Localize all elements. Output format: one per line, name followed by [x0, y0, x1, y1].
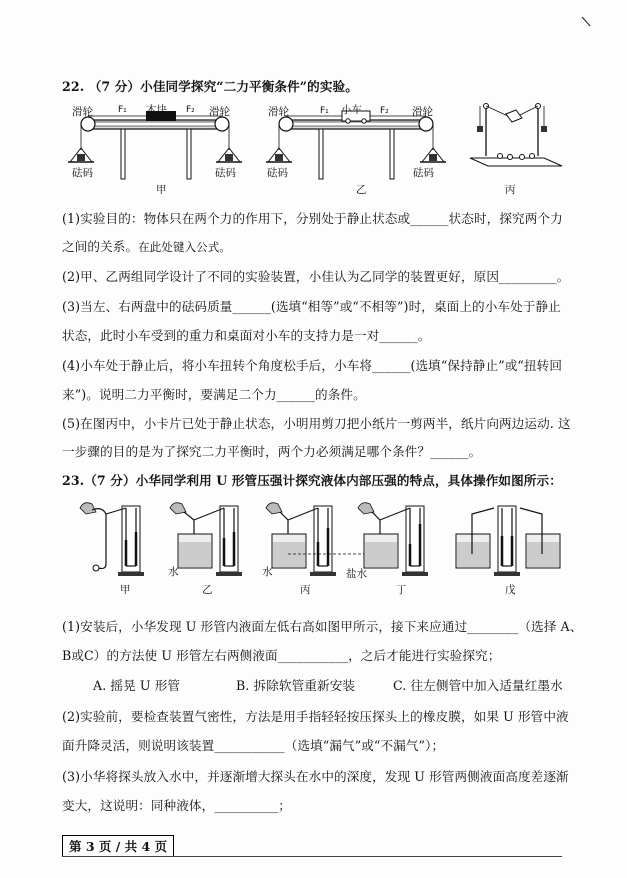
jia-right-pulley-label: 滑轮 [209, 106, 230, 118]
yi-right-weight-label: 砝码 [413, 167, 434, 179]
jia-f2-label: F₂ [186, 105, 195, 115]
q22-part5-line1: (5)在图丙中，小卡片已处于静止状态，小明用剪刀把小纸片一剪两半，纸片向两边运动. 这 [62, 416, 571, 431]
q23-part2-line2: 面升降灵活，则说明该装置___________（选填“漏气”或“不漏气”）； [62, 738, 445, 753]
jia-right-weight-label: 砝码 [215, 167, 236, 179]
yi-left-pulley-label: 滑轮 [268, 106, 289, 118]
bing-caption: 丙 [505, 184, 516, 196]
jia-caption: 甲 [156, 184, 167, 196]
q23-option-a: A. 摇晃 U 形管 [93, 678, 181, 693]
yi-f1-label: F₁ [320, 106, 329, 116]
q22-part2: (2)甲、乙两组同学设计了不同的实验装置，小佳认为乙同学的装置更好，原因_________。 [62, 269, 570, 284]
q22-figure-bing [466, 96, 566, 176]
q22-part5-line2: 一步骤的目的是为了探究二力平衡时，两个力必须满足哪个条件？______。 [62, 444, 482, 459]
q23-figures [62, 494, 572, 584]
q23-part2-line1: (2)实验前，要检查装置气密性，方法是用手指轻轻按压探头上的橡皮膜，如果 U 形管中液 [62, 709, 569, 724]
yi-f2-label: F₂ [380, 106, 389, 116]
q23-caption-wu: 戊 [505, 584, 516, 596]
jia-left-pulley-label: 滑轮 [72, 106, 93, 118]
q23-part1-line1: (1)安装后，小华发现 U 形管内液面左低右高如图甲所示，接下来应通过________（选择 A、 [62, 619, 583, 634]
q22-part3-line2: 状态，此时小车受到的重力和桌面对小车的支持力是一对______。 [62, 328, 431, 343]
q23-bing-liquid-label: 水 [262, 566, 273, 578]
q22-part1-line1: (1)实验目的：物体只在两个力的作用下，分别处于静止状态或______状态时，探究两个力 [62, 211, 563, 226]
formula-placeholder: 在此处键入公式。 [138, 240, 231, 254]
q23-caption-bing: 丙 [300, 584, 311, 596]
q22-part1-line2-text: 之间的关系。 [62, 239, 139, 254]
q23-caption-yi: 乙 [202, 584, 213, 596]
q22-part4-line1: (4)小车处于静止后，将小车扭转个角度松手后，小车将______(选填“保持静止”或“扭转回 [62, 358, 563, 373]
q23-part1-line2: B或C）的方法使 U 形管左右两侧液面___________，之后才能进行实验探究； [62, 648, 501, 663]
jia-block-label: 木块 [146, 104, 167, 116]
u-tube-yi [170, 503, 242, 576]
u-tube-ding [358, 503, 428, 576]
q22-part1-line2 [62, 236, 231, 255]
q22-part4-line2: 来”)。说明二力平衡时，要满足二个力______的条件。 [62, 387, 366, 402]
yi-cart-label: 小车 [341, 104, 362, 116]
footer-divider [62, 856, 562, 857]
corner-mark: \ [581, 13, 593, 31]
u-tube-jia [80, 503, 144, 576]
q22-heading: 22. （7 分）小佳同学探究“二力平衡条件”的实验。 [62, 79, 358, 94]
q23-heading: 23.（7 分）小华同学利用 U 形管压强计探究液体内部压强的特点，具体操作如图所示： [62, 473, 562, 488]
u-tube-wu [456, 506, 560, 576]
q23-part3-line1: (3)小华将探头放入水中，并逐渐增大探头在水中的深度，发现 U 形管两侧液面高度差逐渐 [62, 769, 569, 784]
jia-left-weight-label: 砝码 [72, 167, 93, 179]
jia-f1-label: F₁ [118, 105, 127, 115]
q23-part3-line2: 变大，这说明：同种液体，__________； [62, 798, 291, 813]
yi-left-weight-label: 砝码 [267, 167, 288, 179]
q23-option-b: B. 拆除软管重新安装 [236, 678, 356, 693]
q23-option-c: C. 往左侧管中加入适量红墨水 [393, 678, 563, 693]
yi-right-pulley-label: 滑轮 [412, 106, 433, 118]
q22-part3-line1: (3)当左、右两盘中的砝码质量______(选填“相等”或“不相等”)时，桌面上的小车处于静止 [62, 299, 561, 314]
yi-caption: 乙 [356, 184, 367, 196]
u-tube-bing [266, 503, 372, 576]
q23-caption-jia: 甲 [120, 584, 131, 596]
q23-yi-liquid-label: 水 [168, 566, 179, 578]
q23-ding-liquid-label: 盐水 [346, 568, 367, 580]
q23-caption-ding: 丁 [396, 584, 407, 596]
page-number-box: 第 3 页 / 共 4 页 [62, 835, 174, 857]
